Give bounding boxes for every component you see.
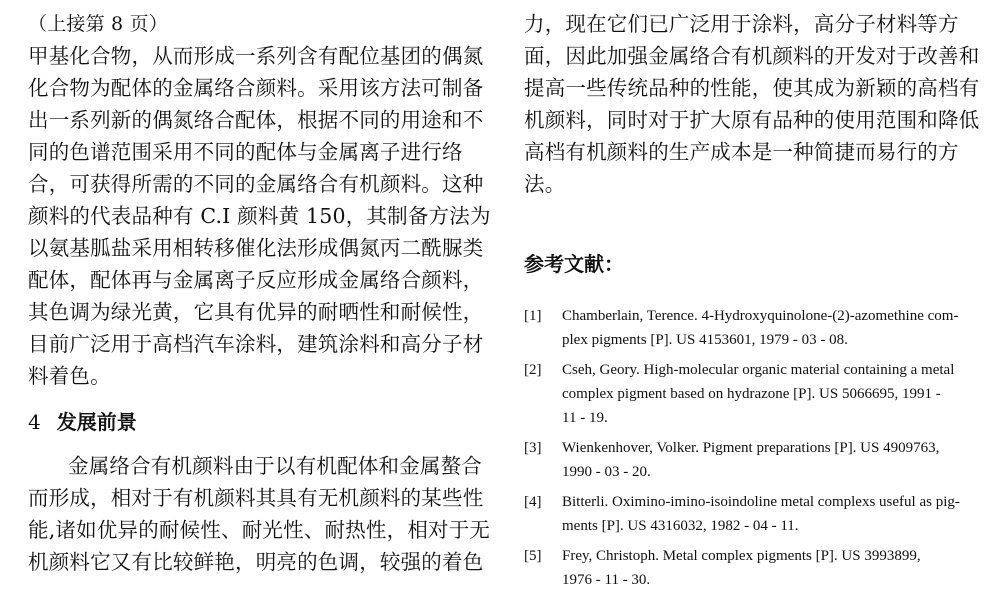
text-line: 高档有机颜料的生产成本是一种简捷而易行的方	[524, 140, 959, 164]
text-line: 甲基化合物，从而形成一系列含有配位基团的偶氮	[28, 44, 484, 68]
text-line: 面，因此加强金属络合有机颜料的开发对于改善和	[524, 44, 980, 68]
text-line: 料着色。	[28, 364, 111, 388]
reference-line: 1976 - 11 - 30.	[562, 572, 651, 588]
text-line: 合，可获得所需的不同的金属络合有机颜料。这种	[28, 172, 484, 196]
reference-list	[524, 304, 976, 592]
text-line: 机颜料它又有比较鲜艳，明亮的色调，较强的着色	[28, 550, 484, 574]
text-line: 颜料的代表品种有 C.I 颜料黄 150，其制备方法为	[28, 204, 491, 228]
continued-note: （上接第 8 页）	[28, 13, 168, 35]
reference-item	[524, 436, 976, 484]
text-line: 其色调为绿光黄，它具有优异的耐晒性和耐候性，	[28, 300, 484, 324]
text-line: 以氨基胍盐采用相转移催化法形成偶氮丙二酰脲类	[28, 236, 484, 260]
reference-line: complex pigment based on hydrazone [P]. US 5066695, 1991 -	[562, 386, 941, 402]
reference-line: 11 - 19.	[562, 410, 608, 426]
reference-line: ments [P]. US 4316032, 1982 - 04 - 11.	[562, 518, 799, 534]
reference-line: 1990 - 03 - 20.	[562, 464, 651, 480]
reference-line: Chamberlain, Terence. 4-Hydroxyquinolone-(2)-azomethine com-	[562, 308, 959, 324]
paragraph-continued	[524, 8, 980, 200]
text-line: 法。	[524, 172, 566, 196]
reference-index: [5]	[524, 548, 542, 564]
reference-index: [3]	[524, 440, 542, 456]
reference-line: Frey, Christoph. Metal complex pigments [P]. US 3993899,	[562, 548, 921, 564]
text-line: 能,诸如优异的耐候性、耐光性、耐热性，相对于无	[28, 518, 491, 542]
section-number: 4	[28, 410, 41, 434]
section-heading	[28, 406, 490, 438]
reference-item	[524, 304, 976, 352]
text-line: 而形成，相对于有机颜料其具有无机颜料的某些性	[28, 486, 484, 510]
text-line: 金属络合有机颜料由于以有机配体和金属螯合	[68, 454, 482, 478]
reference-index: [4]	[524, 494, 542, 510]
references-title: 参考文献：	[524, 252, 624, 276]
text-line: 同的色谱范围采用不同的配体与金属离子进行络	[28, 140, 463, 164]
reference-index: [1]	[524, 308, 542, 324]
left-column	[28, 8, 490, 578]
text-line: 目前广泛用于高档汽车涂料，建筑涂料和高分子材	[28, 332, 484, 356]
reference-line: Cseh, Geory. High-molecular organic material containing a metal	[562, 362, 955, 378]
text-line: 化合物为配体的金属络合颜料。采用该方法可制备	[28, 76, 484, 100]
reference-line: plex pigments [P]. US 4153601, 1979 - 03 - 08.	[562, 332, 848, 348]
text-line: 力，现在它们已广泛用于涂料，高分子材料等方	[524, 12, 959, 36]
text-line: 配体，配体再与金属离子反应形成金属络合颜料，	[28, 268, 484, 292]
text-line: 机颜料，同时对于扩大原有品种的使用范围和降低	[524, 108, 980, 132]
paragraph-2	[28, 450, 490, 578]
text-line: 提高一些传统品种的性能，使其成为新颖的高档有	[524, 76, 980, 100]
reference-item	[524, 490, 976, 538]
paragraph-1	[28, 40, 490, 392]
right-column	[524, 8, 980, 598]
reference-line: Wienkenhover, Volker. Pigment preparations [P]. US 4909763,	[562, 440, 940, 456]
reference-index: [2]	[524, 362, 542, 378]
text-line: 出一系列新的偶氮络合配体，根据不同的用途和不	[28, 108, 484, 132]
reference-line: Bitterli. Oximino-imino-isoindoline metal complexs useful as pig-	[562, 494, 960, 510]
reference-item	[524, 358, 976, 430]
section-title: 发展前景	[56, 410, 137, 434]
reference-item	[524, 544, 976, 592]
